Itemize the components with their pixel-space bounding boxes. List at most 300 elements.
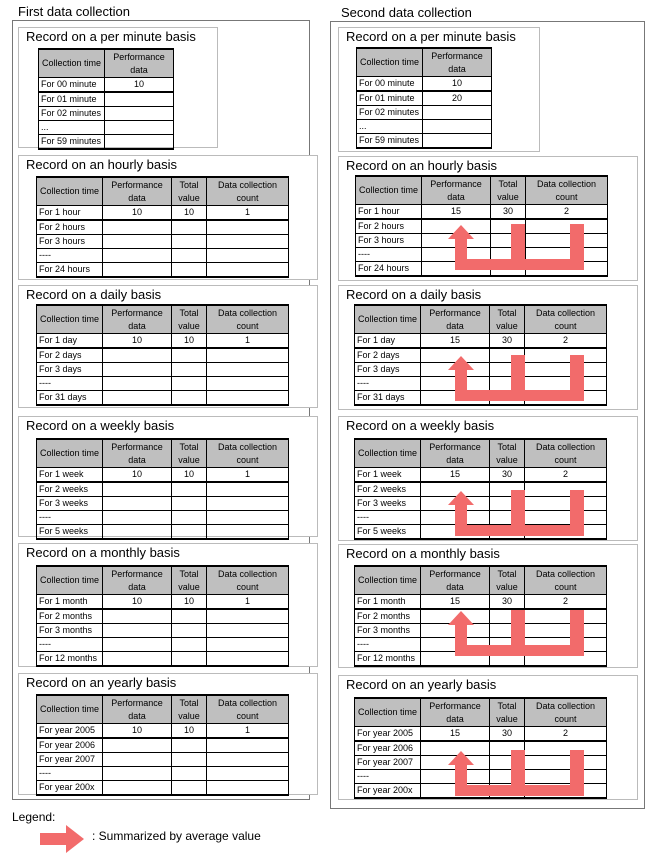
- table-cell: [421, 741, 490, 756]
- table-cell: [103, 235, 172, 249]
- row-label: For 31 days: [37, 391, 103, 406]
- table-row: [355, 741, 607, 756]
- panel-title: Record on a daily basis: [26, 287, 162, 302]
- row-label: ----: [37, 767, 103, 781]
- table-cell: [172, 652, 207, 667]
- row-label: For 00 minute: [39, 78, 105, 93]
- row-label: For 02 minutes: [39, 107, 105, 121]
- row-label: For year 2006: [355, 741, 421, 756]
- table-cell: 10: [103, 334, 172, 349]
- table-cell: [491, 234, 526, 248]
- table-row: [39, 92, 174, 107]
- table-cell: [525, 348, 607, 363]
- table-row: [37, 249, 289, 263]
- first-collection-title: First data collection: [18, 4, 130, 19]
- table-row: [355, 363, 607, 377]
- table-cell: [526, 248, 608, 262]
- table-row: [356, 219, 608, 234]
- panel-title: Record on a monthly basis: [346, 546, 500, 561]
- table-cell: [172, 235, 207, 249]
- table-cell: [422, 219, 491, 234]
- table-cell: [172, 391, 207, 406]
- row-label: For 2 days: [355, 348, 421, 363]
- table-cell: [172, 767, 207, 781]
- column-header: Collection time: [355, 566, 421, 595]
- table-cell: [525, 609, 607, 624]
- table-cell: [172, 497, 207, 511]
- panel-title: Record on an yearly basis: [26, 675, 177, 690]
- row-label: ----: [37, 249, 103, 263]
- row-label: For 1 month: [37, 595, 103, 610]
- column-header: Performance data: [421, 698, 490, 727]
- table-cell: [490, 638, 525, 652]
- table-cell: [490, 377, 525, 391]
- table-cell: [103, 624, 172, 638]
- table-cell: [103, 767, 172, 781]
- table-row: [355, 525, 607, 540]
- panel-title: Record on a per minute basis: [26, 29, 196, 44]
- table-cell: [103, 391, 172, 406]
- column-header: Total value: [490, 305, 525, 334]
- table-header-row: [37, 305, 289, 334]
- table-cell: [207, 609, 289, 624]
- table-row: [37, 624, 289, 638]
- table-cell: [490, 525, 525, 540]
- table-row: [355, 624, 607, 638]
- table-row: [37, 753, 289, 767]
- row-label: For 24 hours: [356, 262, 422, 277]
- table-cell: [207, 624, 289, 638]
- table-cell: [172, 638, 207, 652]
- column-header: Total value: [172, 439, 207, 468]
- table-row: [37, 652, 289, 667]
- second-monthly-table: [354, 565, 607, 667]
- first-monthly-table: [36, 565, 289, 667]
- column-header: Performance data: [103, 305, 172, 334]
- table-cell: [490, 497, 525, 511]
- legend-arrow-icon: [40, 825, 86, 853]
- table-header-row: [37, 177, 289, 206]
- table-cell: [207, 348, 289, 363]
- row-label: For 3 months: [37, 624, 103, 638]
- table-cell: 10: [103, 468, 172, 483]
- table-row: [37, 724, 289, 739]
- table-cell: [105, 107, 174, 121]
- table-cell: [526, 219, 608, 234]
- column-header: Data collection count: [525, 698, 607, 727]
- table-header-row: [357, 48, 492, 77]
- table-cell: [172, 377, 207, 391]
- table-cell: [525, 391, 607, 406]
- table-cell: [525, 756, 607, 770]
- table-row: [37, 497, 289, 511]
- row-label: For 2 months: [37, 609, 103, 624]
- row-label: For 2 hours: [356, 219, 422, 234]
- table-cell: [526, 262, 608, 277]
- table-row: [37, 206, 289, 221]
- row-label: For 1 month: [355, 595, 421, 610]
- row-label: For 5 weeks: [37, 525, 103, 540]
- table-cell: [172, 609, 207, 624]
- row-label: For 3 days: [355, 363, 421, 377]
- table-cell: [422, 234, 491, 248]
- column-header: Data collection count: [525, 305, 607, 334]
- table-row: [37, 334, 289, 349]
- table-cell: [490, 363, 525, 377]
- table-cell: [525, 652, 607, 667]
- table-cell: [172, 263, 207, 278]
- row-label: For 3 weeks: [355, 497, 421, 511]
- table-cell: [103, 652, 172, 667]
- second-collection-title: Second data collection: [341, 5, 472, 20]
- table-cell: [207, 235, 289, 249]
- table-header-row: [37, 695, 289, 724]
- column-header: Total value: [490, 698, 525, 727]
- table-cell: [421, 770, 490, 784]
- row-label: For 01 minute: [357, 91, 423, 106]
- table-cell: [103, 377, 172, 391]
- table-header-row: [356, 176, 608, 205]
- column-header: Performance data: [103, 439, 172, 468]
- table-row: [37, 391, 289, 406]
- table-row: [37, 511, 289, 525]
- first-yearly-table: [36, 694, 289, 796]
- table-cell: [423, 134, 492, 149]
- table-cell: 10: [172, 206, 207, 221]
- table-cell: [490, 784, 525, 799]
- table-cell: [103, 220, 172, 235]
- row-label: For 3 weeks: [37, 497, 103, 511]
- column-header: Data collection count: [526, 176, 608, 205]
- column-header: Total value: [490, 439, 525, 468]
- table-cell: [172, 781, 207, 796]
- table-cell: [105, 135, 174, 150]
- table-cell: [103, 263, 172, 278]
- table-cell: [207, 767, 289, 781]
- column-header: Collection time: [357, 48, 423, 77]
- column-header: Collection time: [37, 305, 103, 334]
- row-label: ----: [356, 248, 422, 262]
- table-cell: [172, 753, 207, 767]
- panel-title: Record on a per minute basis: [346, 29, 516, 44]
- table-cell: [172, 624, 207, 638]
- table-cell: [207, 652, 289, 667]
- table-cell: [421, 784, 490, 799]
- table-cell: [421, 638, 490, 652]
- table-row: [356, 205, 608, 220]
- row-label: For year 2005: [37, 724, 103, 739]
- table-cell: [525, 770, 607, 784]
- table-row: [37, 482, 289, 497]
- table-row: [356, 262, 608, 277]
- first-hourly-table: [36, 176, 289, 278]
- table-cell: [172, 363, 207, 377]
- table-cell: [103, 482, 172, 497]
- row-label: ----: [37, 377, 103, 391]
- table-cell: 1: [207, 334, 289, 349]
- table-cell: 10: [172, 724, 207, 739]
- table-cell: [490, 348, 525, 363]
- table-cell: 2: [525, 595, 607, 610]
- table-cell: [525, 638, 607, 652]
- column-header: Collection time: [37, 177, 103, 206]
- table-cell: 30: [490, 468, 525, 483]
- table-row: [37, 468, 289, 483]
- table-cell: 2: [525, 727, 607, 742]
- table-row: [37, 525, 289, 540]
- table-cell: [421, 497, 490, 511]
- row-label: For 01 minute: [39, 92, 105, 107]
- column-header: Data collection count: [207, 305, 289, 334]
- column-header: Collection time: [37, 695, 103, 724]
- table-row: [355, 468, 607, 483]
- table-cell: [525, 624, 607, 638]
- table-header-row: [355, 566, 607, 595]
- table-row: [355, 727, 607, 742]
- table-cell: [525, 525, 607, 540]
- table-row: [355, 482, 607, 497]
- table-cell: 15: [421, 334, 490, 349]
- table-cell: [421, 624, 490, 638]
- column-header: Data collection count: [207, 566, 289, 595]
- table-cell: [421, 363, 490, 377]
- table-cell: 1: [207, 724, 289, 739]
- table-row: [37, 781, 289, 796]
- column-header: Data collection count: [207, 439, 289, 468]
- table-cell: [103, 363, 172, 377]
- row-label: ----: [355, 770, 421, 784]
- table-row: [37, 263, 289, 278]
- row-label: For 24 hours: [37, 263, 103, 278]
- row-label: ----: [37, 511, 103, 525]
- row-label: ----: [355, 511, 421, 525]
- table-cell: [421, 525, 490, 540]
- table-row: [355, 609, 607, 624]
- table-cell: [103, 638, 172, 652]
- table-row: [357, 91, 492, 106]
- column-header: Data collection count: [207, 695, 289, 724]
- table-cell: [421, 609, 490, 624]
- table-cell: [207, 497, 289, 511]
- table-cell: [172, 249, 207, 263]
- table-cell: [103, 753, 172, 767]
- row-label: For 59 minutes: [39, 135, 105, 150]
- column-header: Collection time: [39, 49, 105, 78]
- row-label: For 1 week: [37, 468, 103, 483]
- row-label: For 1 hour: [356, 205, 422, 220]
- table-cell: 30: [490, 334, 525, 349]
- table-cell: 10: [103, 724, 172, 739]
- row-label: ...: [357, 120, 423, 134]
- first-weekly-table: [36, 438, 289, 540]
- table-cell: [421, 348, 490, 363]
- table-cell: [207, 391, 289, 406]
- column-header: Performance data: [423, 48, 492, 77]
- table-cell: [172, 348, 207, 363]
- table-row: [39, 78, 174, 93]
- table-cell: [525, 497, 607, 511]
- row-label: ...: [39, 121, 105, 135]
- table-row: [355, 377, 607, 391]
- table-cell: 10: [105, 78, 174, 93]
- table-row: [357, 120, 492, 134]
- table-row: [39, 121, 174, 135]
- table-cell: [207, 363, 289, 377]
- column-header: Performance data: [421, 439, 490, 468]
- row-label: For 2 hours: [37, 220, 103, 235]
- table-cell: [207, 263, 289, 278]
- table-cell: [207, 482, 289, 497]
- table-row: [37, 595, 289, 610]
- table-row: [39, 135, 174, 150]
- table-cell: [422, 262, 491, 277]
- table-row: [37, 235, 289, 249]
- column-header: Total value: [172, 695, 207, 724]
- table-cell: 1: [207, 468, 289, 483]
- table-cell: [421, 482, 490, 497]
- row-label: For 12 months: [355, 652, 421, 667]
- column-header: Total value: [491, 176, 526, 205]
- row-label: For 3 hours: [356, 234, 422, 248]
- column-header: Total value: [172, 305, 207, 334]
- table-cell: [105, 92, 174, 107]
- second-daily-table: [354, 304, 607, 406]
- row-label: For 59 minutes: [357, 134, 423, 149]
- table-cell: [490, 741, 525, 756]
- row-label: For 00 minute: [357, 77, 423, 92]
- column-header: Performance data: [422, 176, 491, 205]
- table-cell: 10: [103, 206, 172, 221]
- table-header-row: [37, 439, 289, 468]
- row-label: For year 2007: [37, 753, 103, 767]
- second-minute-table: [356, 47, 492, 149]
- table-cell: [490, 511, 525, 525]
- table-cell: 10: [423, 77, 492, 92]
- table-cell: [207, 511, 289, 525]
- column-header: Performance data: [105, 49, 174, 78]
- column-header: Data collection count: [207, 177, 289, 206]
- table-row: [357, 77, 492, 92]
- table-cell: [525, 741, 607, 756]
- table-cell: [103, 738, 172, 753]
- table-cell: [207, 638, 289, 652]
- row-label: For 2 days: [37, 348, 103, 363]
- table-cell: [490, 756, 525, 770]
- table-cell: [103, 497, 172, 511]
- row-label: For 02 minutes: [357, 106, 423, 120]
- column-header: Collection time: [37, 566, 103, 595]
- table-cell: [207, 781, 289, 796]
- row-label: For 2 months: [355, 609, 421, 624]
- table-cell: [172, 220, 207, 235]
- table-cell: [172, 482, 207, 497]
- first-daily-table: [36, 304, 289, 406]
- table-cell: [525, 511, 607, 525]
- row-label: ----: [37, 638, 103, 652]
- table-cell: 15: [421, 727, 490, 742]
- table-cell: 1: [207, 595, 289, 610]
- row-label: For 12 months: [37, 652, 103, 667]
- table-cell: 10: [172, 468, 207, 483]
- table-row: [357, 106, 492, 120]
- table-row: [37, 738, 289, 753]
- column-header: Total value: [172, 566, 207, 595]
- table-cell: [207, 525, 289, 540]
- column-header: Collection time: [355, 439, 421, 468]
- table-cell: [172, 738, 207, 753]
- column-header: Total value: [490, 566, 525, 595]
- row-label: ----: [355, 377, 421, 391]
- table-cell: 15: [421, 595, 490, 610]
- table-row: [39, 107, 174, 121]
- table-cell: [490, 770, 525, 784]
- table-row: [355, 595, 607, 610]
- table-cell: 2: [526, 205, 608, 220]
- panel-title: Record on an hourly basis: [346, 158, 498, 173]
- table-cell: 10: [103, 595, 172, 610]
- row-label: For year 200x: [355, 784, 421, 799]
- table-cell: [491, 248, 526, 262]
- table-row: [37, 377, 289, 391]
- table-cell: [172, 525, 207, 540]
- table-cell: [421, 652, 490, 667]
- table-row: [37, 767, 289, 781]
- row-label: For 1 day: [37, 334, 103, 349]
- table-cell: [423, 120, 492, 134]
- table-cell: [525, 784, 607, 799]
- column-header: Performance data: [421, 305, 490, 334]
- table-cell: [491, 262, 526, 277]
- table-cell: 15: [422, 205, 491, 220]
- column-header: Collection time: [37, 439, 103, 468]
- row-label: For 2 weeks: [355, 482, 421, 497]
- table-row: [37, 609, 289, 624]
- table-header-row: [355, 305, 607, 334]
- second-weekly-table: [354, 438, 607, 540]
- table-cell: [526, 234, 608, 248]
- column-header: Collection time: [356, 176, 422, 205]
- row-label: For 1 hour: [37, 206, 103, 221]
- table-row: [37, 638, 289, 652]
- table-cell: [421, 377, 490, 391]
- table-cell: [490, 624, 525, 638]
- table-cell: [490, 652, 525, 667]
- table-cell: [525, 482, 607, 497]
- table-row: [355, 497, 607, 511]
- table-row: [37, 363, 289, 377]
- row-label: For year 200x: [37, 781, 103, 796]
- table-cell: 2: [525, 468, 607, 483]
- column-header: Data collection count: [525, 566, 607, 595]
- row-label: For 5 weeks: [355, 525, 421, 540]
- table-row: [355, 511, 607, 525]
- table-cell: [103, 609, 172, 624]
- table-cell: [525, 363, 607, 377]
- first-minute-table: [38, 48, 174, 150]
- second-yearly-table: [354, 697, 607, 799]
- row-label: ----: [355, 638, 421, 652]
- table-row: [357, 134, 492, 149]
- table-cell: 30: [491, 205, 526, 220]
- table-cell: 20: [423, 91, 492, 106]
- legend-text: : Summarized by average value: [92, 829, 261, 843]
- table-cell: [207, 377, 289, 391]
- column-header: Collection time: [355, 698, 421, 727]
- table-cell: [207, 249, 289, 263]
- row-label: For 3 months: [355, 624, 421, 638]
- table-cell: 30: [490, 727, 525, 742]
- table-cell: [490, 609, 525, 624]
